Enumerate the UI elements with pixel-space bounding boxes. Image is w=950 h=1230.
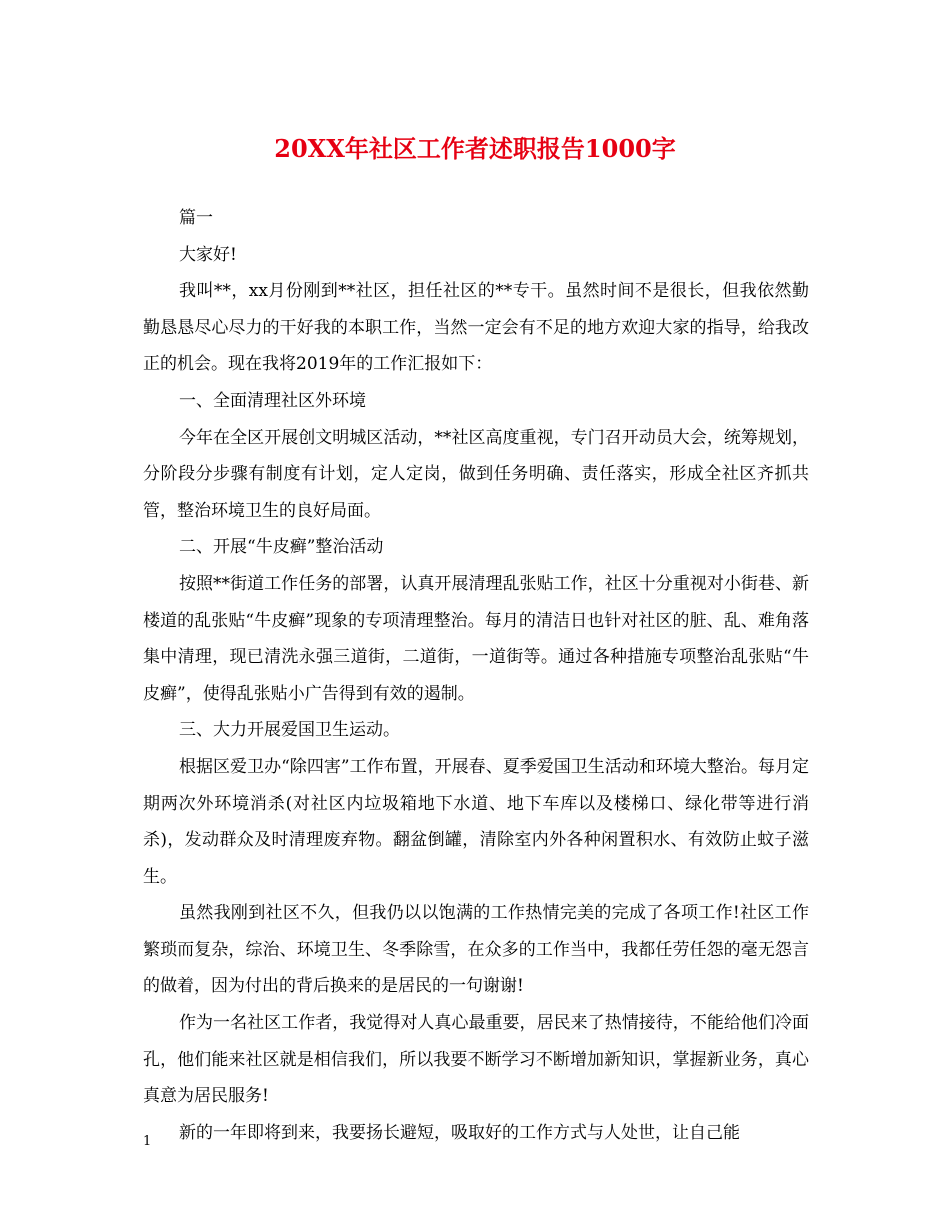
document-title: 20XX年社区工作者述职报告1000字 bbox=[274, 134, 676, 163]
paragraph-work-summary: 虽然我刚到社区不久，但我仍以以饱满的工作热情完美的完成了各项工作!社区工作繁琐而复杂，综治、环境卫生、冬季除雪，在众多的工作当中，我都任劳任怨的毫无怨言的做着，因为付出的背后换来的是居民的一句谢谢! bbox=[143, 903, 809, 997]
heading-environment-cleanup: 一、全面清理社区外环境 bbox=[179, 390, 366, 411]
document-body bbox=[143, 200, 809, 1151]
page-number: 1 bbox=[143, 1134, 152, 1149]
heading-poster-cleanup: 二、开展“牛皮癣”整治活动 bbox=[179, 537, 384, 558]
heading-sanitation-campaign: 三、大力开展爱国卫生运动。 bbox=[179, 720, 400, 741]
paragraph-sanitation-campaign: 根据区爱卫办“除四害”工作布置，开展春、夏季爱国卫生活动和环境大整治。每月定期两次外环境消杀(对社区内垃圾箱地下水道、地下车库以及楼梯口、绿化带等进行消杀)，发动群众及时清理废弃物。翻盆倒罐，清除室内外各种闲置积水、有效防止蚊子滋生。 bbox=[143, 756, 809, 887]
paragraph-service-attitude: 作为一名社区工作者，我觉得对人真心最重要，居民来了热情接待，不能给他们冷面孔，他们能来社区就是相信我们，所以我要不断学习不断增加新知识，掌握新业务，真心真意为居民服务! bbox=[143, 1013, 809, 1107]
paragraph-new-year: 新的一年即将到来，我要扬长避短，吸取好的工作方式与人处世，让自己能 bbox=[179, 1122, 740, 1143]
paragraph-greeting: 大家好! bbox=[179, 244, 237, 265]
paragraph-environment-cleanup: 今年在全区开展创文明城区活动，**社区高度重视，专门召开动员大会，统筹规划，分阶段分步骤有制度有计划，定人定岗，做到任务明确、责任落实，形成全社区齐抓共管，整治环境卫生的良好局面。 bbox=[143, 427, 809, 521]
paragraph-section-label: 篇一 bbox=[179, 208, 213, 228]
paragraph-poster-cleanup: 按照**街道工作任务的部署，认真开展清理乱张贴工作，社区十分重视对小街巷、新楼道的乱张贴“牛皮癣”现象的专项清理整治。每月的清洁日也针对社区的脏、乱、难角落集中清理，现已清洗永强三道街，二道街，一道街等。通过各种措施专项整治乱张贴“牛皮癣”，使得乱张贴小广告得到有效的遏制。 bbox=[143, 573, 809, 704]
paragraph-introduction: 我叫**，xx月份刚到**社区，担任社区的**专干。虽然时间不是很长，但我依然勤勤恳恳尽心尽力的干好我的本职工作，当然一定会有不足的地方欢迎大家的指导，给我改正的机会。现在我将2019年的工作汇报如下： bbox=[143, 281, 809, 375]
